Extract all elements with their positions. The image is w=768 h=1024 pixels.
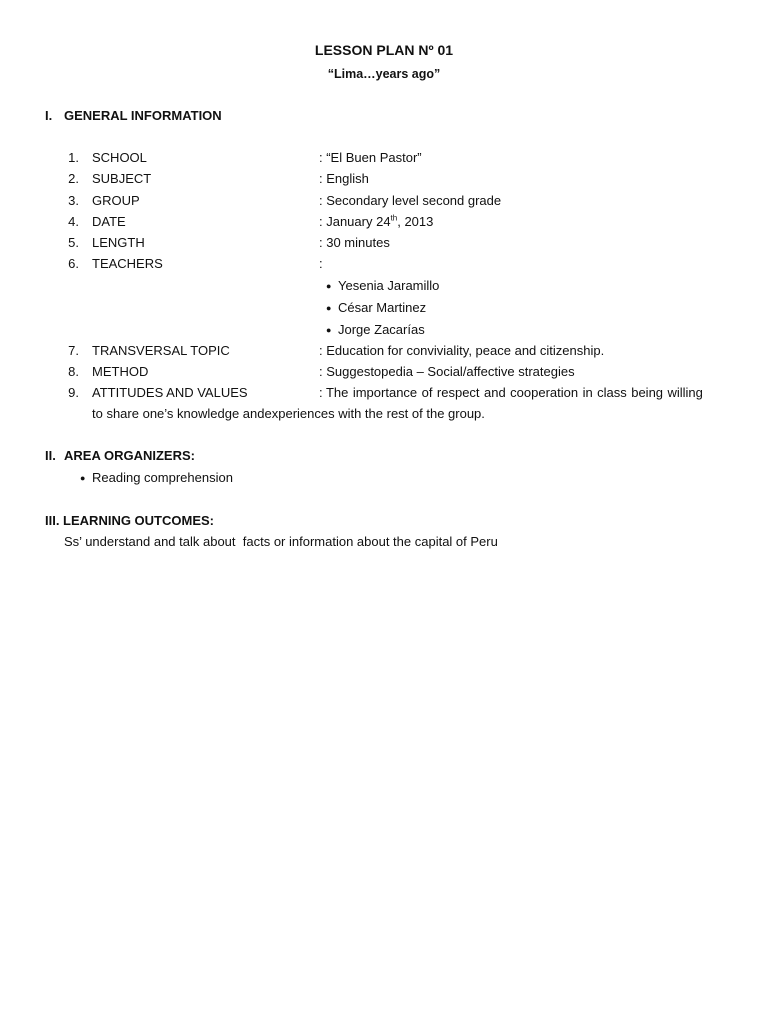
item-value bbox=[319, 385, 703, 400]
teacher-name: César Martinez bbox=[338, 300, 427, 315]
item-number: 9. bbox=[68, 385, 79, 400]
teacher-name: Yesenia Jaramillo bbox=[338, 278, 440, 293]
item-label: SCHOOL bbox=[92, 150, 147, 165]
section-1-heading: GENERAL INFORMATION bbox=[64, 108, 222, 123]
item-value bbox=[319, 214, 433, 229]
item-label: DATE bbox=[92, 214, 126, 229]
section-2-number: II. bbox=[45, 448, 56, 463]
item-value: : 30 minutes bbox=[319, 235, 390, 250]
item-number: 3. bbox=[68, 193, 79, 208]
item-label: METHOD bbox=[92, 364, 149, 379]
item-label: GROUP bbox=[92, 193, 140, 208]
value-word: cooperation bbox=[510, 385, 579, 400]
section-1-number: I. bbox=[45, 108, 53, 123]
date-year: , 2013 bbox=[397, 214, 434, 229]
item-label: SUBJECT bbox=[92, 171, 152, 186]
value-word: being bbox=[631, 385, 664, 400]
item-value: : Education for conviviality, peace and citizenship. bbox=[319, 343, 605, 358]
value-word: and bbox=[484, 385, 506, 400]
page-subtitle: “Lima…years ago” bbox=[327, 67, 441, 81]
item-value: : Suggestopedia – Social/affective strategies bbox=[319, 364, 575, 379]
item-value: : “El Buen Pastor” bbox=[319, 150, 422, 165]
page-title: LESSON PLAN Nº 01 bbox=[314, 42, 454, 58]
bullet-icon: ● bbox=[80, 473, 86, 483]
learning-outcome-text: Ss’ understand and talk about facts or information about the capital of Peru bbox=[64, 534, 498, 549]
value-word: importance bbox=[352, 385, 418, 400]
section-3-heading: III. LEARNING OUTCOMES: bbox=[45, 513, 214, 528]
area-organizer-item: Reading comprehension bbox=[92, 470, 233, 485]
value-word: willing bbox=[667, 385, 703, 400]
item-label: LENGTH bbox=[92, 235, 145, 250]
item-value-continuation: to share one’s knowledge andexperiences with the rest of the group. bbox=[92, 406, 485, 421]
teacher-name: Jorge Zacarías bbox=[338, 322, 425, 337]
item-value: : English bbox=[319, 171, 369, 186]
value-word: respect bbox=[436, 385, 480, 400]
value-word: in bbox=[582, 385, 593, 400]
item-number: 4. bbox=[68, 214, 79, 229]
date-ordinal-suffix: th bbox=[390, 213, 398, 223]
item-label: TRANSVERSAL TOPIC bbox=[92, 343, 230, 358]
item-number: 8. bbox=[68, 364, 79, 379]
item-number: 1. bbox=[68, 150, 79, 165]
item-label: ATTITUDES AND VALUES bbox=[92, 385, 248, 400]
value-word: : The bbox=[319, 385, 349, 400]
item-value: : bbox=[319, 256, 323, 271]
item-number: 7. bbox=[68, 343, 79, 358]
item-number: 2. bbox=[68, 171, 79, 186]
value-word: class bbox=[597, 385, 627, 400]
value-word: of bbox=[421, 385, 433, 400]
bullet-icon: ● bbox=[326, 303, 332, 313]
item-number: 6. bbox=[68, 256, 79, 271]
bullet-icon: ● bbox=[326, 281, 332, 291]
item-value: : Secondary level second grade bbox=[319, 193, 502, 208]
date-main: : January 24 bbox=[319, 214, 391, 229]
section-2-heading: AREA ORGANIZERS: bbox=[64, 448, 195, 463]
item-label: TEACHERS bbox=[92, 256, 163, 271]
item-number: 5. bbox=[68, 235, 79, 250]
bullet-icon: ● bbox=[326, 325, 332, 335]
